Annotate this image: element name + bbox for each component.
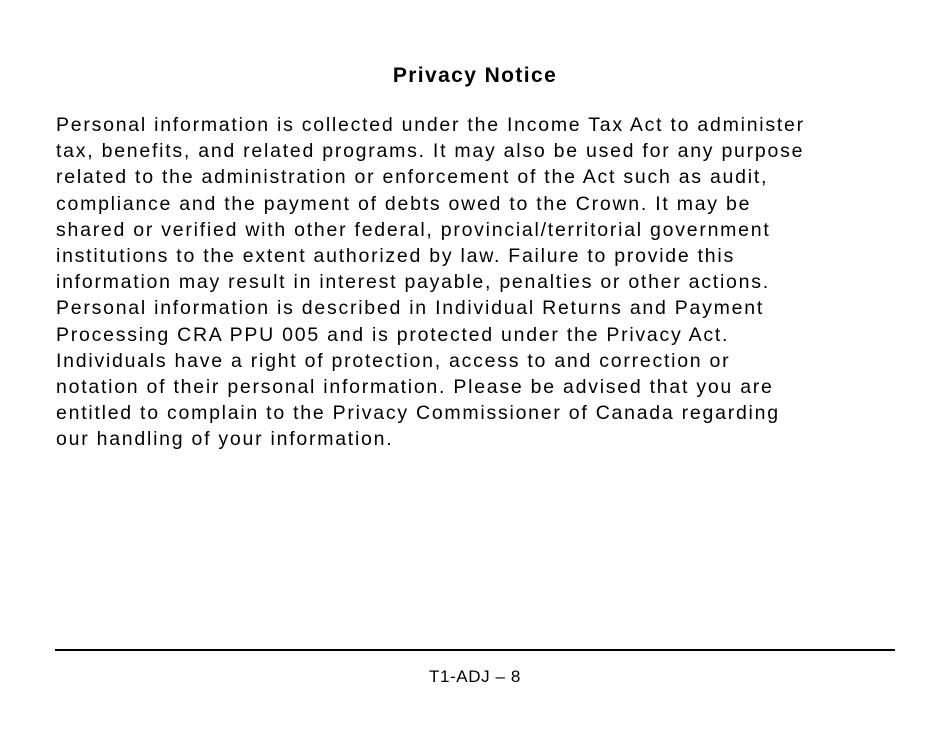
paragraph-line: institutions to the extent authorized by law. Failure to provide this [56,245,735,268]
footer-divider [55,649,895,651]
paragraph-line: our handling of your information. [56,428,394,451]
privacy-notice-paragraph [56,112,901,453]
paragraph-line: notation of their personal information. Please be advised that you are [56,376,774,399]
paragraph-line: compliance and the payment of debts owed to the Crown. It may be [56,192,752,215]
page-title: Privacy Notice [392,64,558,87]
paragraph-line: Individuals have a right of protection, access to and correction or [56,349,731,372]
paragraph-line: shared or verified with other federal, provincial/territorial government [56,218,771,241]
paragraph-line: Personal information is collected under the Income Tax Act to administer [56,114,805,136]
paragraph-line: related to the administration or enforcement of the Act such as audit, [56,166,769,189]
paragraph-line: entitled to complain to the Privacy Commissioner of Canada regarding [56,402,780,425]
paragraph-line: information may result in interest payable, penalties or other actions. [56,271,770,294]
paragraph-line: Processing CRA PPU 005 and is protected under the Privacy Act. [56,323,730,346]
page-footer: T1-ADJ – 8 [429,667,521,686]
paragraph-line: Personal information is described in Individual Returns and Payment [56,297,764,320]
paragraph-line: tax, benefits, and related programs. It may also be used for any purpose [56,140,805,163]
